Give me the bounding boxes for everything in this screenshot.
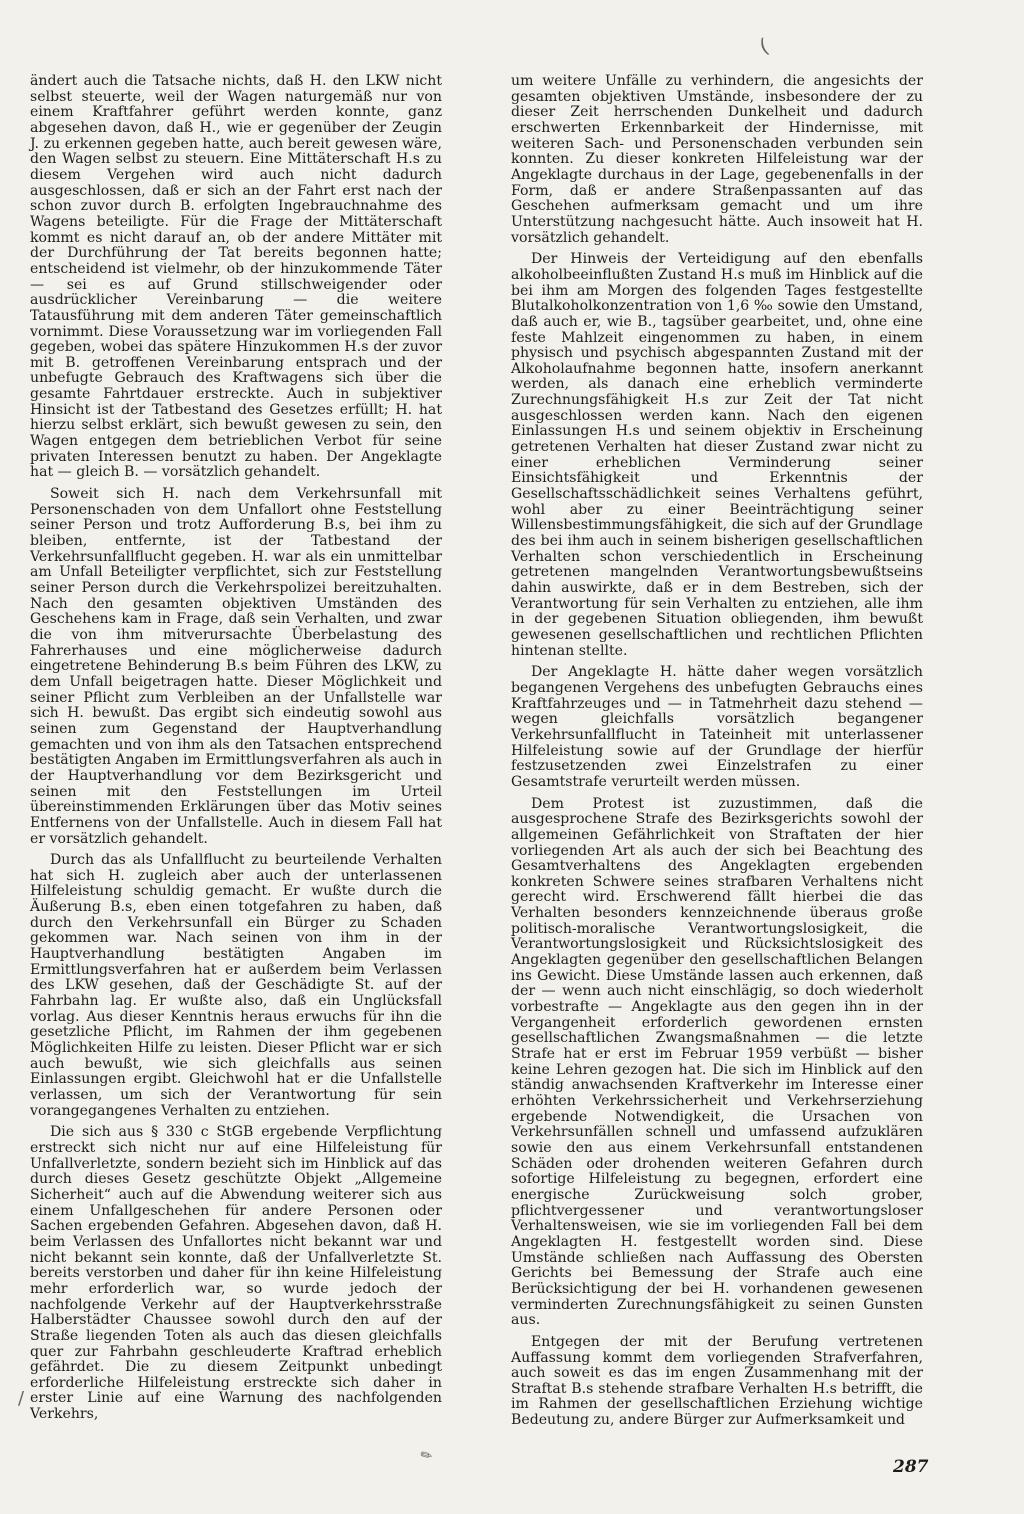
paragraph: ändert auch die Tatsache nichts, daß H. den LKW nicht selbst steuerte, weil der Wagen naturgemäß nur von einem Kraftfahrer geführt werden konnte, ganz abgesehen davon, daß H., wie er gegenüber der Zeugin J. zu erkennen gegeben hatte, auch bereit gewesen wäre, den Wagen selbst zu steuern. Eine Mittäterschaft H.s zu diesem Vergehen wird auch nicht dadurch ausgeschlossen, daß er sich an der Fahrt erst nach der schon zuvor durch B. erfolgten Ingebrauchnahme des Wagens beteiligte. Für die Frage der Mittäterschaft kommt es nicht darauf an, ob der andere Mittäter mit der Durchführung der Tat bereits begonnen hatte; entscheidend ist vielmehr, ob der hinzukommende Täter — sei es auf Grund stillschweigender oder ausdrücklicher Vereinbarung — die weitere Tatausführung mit dem anderen Täter gemeinschaftlich vornimmt. Diese Voraussetzung war im vorliegenden Fall gegeben, wobei das spätere Hinzukommen H.s der zuvor mit B. getroffenen Vereinbarung entsprach und der unbefugte Gebrauch des Kraftwagens sich über die gesamte Fahrtdauer erstreckte. Auch in subjektiver Hinsicht ist der Tatbestand des Gesetzes erfüllt; H. hat hierzu selbst erklärt, sich bewußt gewesen zu sein, den Wagen entgegen dem betrieblichen Verbot für seine privaten Interessen benutzt zu haben. Der Angeklagte hat — gleich B. — vorsätzlich gehandelt.: [30, 73, 442, 481]
right-column: [511, 74, 923, 1429]
paragraph: Durch das als Unfallflucht zu beurteilende Verhalten hat sich H. zugleich aber auch der unterlassenen Hilfeleistung schuldig gemacht. Er wußte durch die Äußerung B.s, eben einen totgefahren zu haben, daß durch den Verkehrsunfall ein Bürger zu Schaden gekommen war. Nach seinen von ihm in der Hauptverhandlung bestätigten Angaben im Ermittlungsverfahren hat er außerdem beim Verlassen des LKW gesehen, daß der Geschädigte St. auf der Fahrbahn lag. Er wußte also, daß ein Unglücksfall vorlag. Aus dieser Kenntnis heraus erwuchs für ihn die gesetzliche Pflicht, im Rahmen der ihm gegebenen Möglichkeiten Hilfe zu leisten. Dieser Pflicht war er sich auch bewußt, wie sich gleichfalls aus seinen Einlassungen ergibt. Gleichwohl hat er die Unfallstelle verlassen, um sich der Verantwortung für sein vorangegangenes Verhalten zu entziehen.: [30, 852, 442, 1119]
paragraph: Dem Protest ist zuzustimmen, daß die ausgesprochene Strafe des Bezirksgerichts sowohl der allgemeinen Gefährlichkeit von Straftaten der hier vorliegenden Art als auch der sich bei Beachtung des Gesamtverhaltens des Angeklagten ergebenden konkreten Schwere seines strafbaren Verhaltens nicht gerecht wird. Erschwerend fällt hierbei die das Verhalten besonders kennzeichnende überaus große politisch-moralische Verantwortungslosigkeit, die Verantwortungslosigkeit und Rücksichtslosigkeit des Angeklagten gegenüber den gesellschaftlichen Belangen ins Gewicht. Diese Umstände lassen auch erkennen, daß der — wenn auch nicht einschlägig, so doch wiederholt vorbestrafte — Angeklagte aus den gegen ihn in der Vergangenheit erforderlich gewordenen ernsten gesellschaftlichen Zwangsmaßnahmen — die letzte Strafe hat er erst im Februar 1959 verbüßt — bisher keine Lehren gezogen hat. Die sich im Hinblick auf den ständig anwachsenden Kraftverkehr im Interesse einer erhöhten Verkehrssicherheit und Verkehrserziehung ergebende Notwendigkeit, die Ursachen von Verkehrsunfällen schnell und umfassend aufzuklären sowie den aus einem Verkehrsunfall entstandenen Schäden oder drohenden weiteren Gefahren durch sofortige Hilfeleistung zu begegnen, erfordert eine energische Zurückweisung solch grober, pflichtvergessener und verantwortungsloser Verhaltensweisen, wie sie im vorliegenden Fall bei dem Angeklagten H. festgestellt worden sind. Diese Umstände schließen nach Auffassung des Obersten Gerichts bei Bemessung der Strafe auch eine Berücksichtigung der bei H. vorhandenen gewesenen verminderten Zurechnungsfähigkeit zu seinen Gunsten aus.: [511, 795, 923, 1329]
pencil-mark-top: (: [756, 33, 772, 59]
paragraph: Der Hinweis der Verteidigung auf den ebenfalls alkoholbeeinflußten Zustand H.s muß im Hinblick auf die bei ihm am Morgen des folgenden Tages festgestellte Blutalkoholkonzentration von 1,6 ‰ sowie den Umstand, daß auch er, wie B., tagsüber gearbeitet, und, ohne eine feste Mahlzeit eingenommen zu haben, in einem physisch und psychisch abgespannten Zustand mit der Alkoholaufnahme begonnen hatte, insofern anerkannt werden, als danach eine erheblich verminderte Zurechnungsfähigkeit H.s zur Zeit der Tat nicht ausgeschlossen werden kann. Nach den eigenen Einlassungen H.s und seinem objektiv in Erscheinung getretenen Verhalten hat dieser Zustand zwar nicht zu einer erheblichen Verminderung seiner Einsichtsfähigkeit und Erkenntnis der Gesellschaftsschädlichkeit seines Verhaltens geführt, wohl aber zu einer Beeinträchtigung seiner Willensbestimmungsfähigkeit, die sich auf der Grundlage des bei ihm auch in seinem bisherigen gesellschaftlichen Verhalten schon verschiedentlich in Erscheinung getretenen mangelnden Verantwortungsbewußtseins dahin auswirkte, daß er in dem Bestreben, sich der Verantwortung für sein Verhalten zu entziehen, alle ihm in der gegebenen Situation obliegenden, ihm bewußt gewesenen gesellschaftlichen und rechtlichen Pflichten hintenan stellte.: [511, 251, 923, 659]
paragraph: Der Angeklagte H. hätte daher wegen vorsätzlich begangenen Vergehens des unbefugten Gebrauchs eines Kraftfahrzeuges und — in Tatmehrheit dazu stehend — wegen gleichfalls vorsätzlich begangener Verkehrsunfallflucht in Tateinheit mit unterlassener Hilfeleistung sowie auf der Grundlage der hierfür festzusetzenden zwei Einzelstrafen zu einer Gesamtstrafe verurteilt werden müssen.: [511, 664, 923, 790]
paragraph: Soweit sich H. nach dem Verkehrsunfall mit Personenschaden von dem Unfallort ohne Feststellung seiner Person und trotz Aufforderung B.s, bei ihm zu bleiben, entfernte, ist der Tatbestand der Verkehrsunfallflucht gegeben. H. war als ein unmittelbar am Unfall Beteiligter verpflichtet, sich zur Feststellung seiner Person durch die Verkehrspolizei bereitzuhalten. Nach den gesamten objektiven Umständen des Geschehens kam in Frage, daß sein Verhalten, und zwar die von ihm mitverursachte Überbelastung des Fahrerhauses und eine möglicherweise dadurch eingetretene Behinderung B.s beim Führen des LKW, zu dem Unfall beigetragen hatte. Dieser Möglichkeit und seiner Pflicht zum Verbleiben an der Unfallstelle war sich H. bewußt. Das ergibt sich eindeutig sowohl aus seinen zum Gegenstand der Hauptverhandlung gemachten und von ihm als den Tatsachen entsprechend bestätigten Angaben im Ermittlungsverfahren als auch in der Hauptverhandlung vor dem Bezirksgericht und seinen mit den Feststellungen im Urteil übereinstimmenden Erklärungen über das Motiv seines Entfernens von der Unfallstelle. Auch in diesem Fall hat er vorsätzlich gehandelt.: [30, 486, 443, 847]
left-column: [30, 74, 442, 1423]
paragraph: Die sich aus § 330 c StGB ergebende Verpflichtung erstreckt sich nicht nur auf eine Hilfeleistung für Unfallverletzte, sondern bezieht sich im Hinblick auf das durch dieses Gesetz geschützte Objekt „Allgemeine Sicherheit“ auch auf die Abwendung weiterer sich aus einem Unfallgeschehen für andere Personen oder Sachen ergebenden Gefahren. Abgesehen davon, daß H. beim Verlassen des Unfallortes nicht bekannt war und nicht bekannt sein konnte, daß der Unfallverletzte St. bereits verstorben und daher für ihn keine Hilfeleistung mehr erforderlich war, so wurde jedoch der nachfolgende Verkehr auf der Hauptverkehrsstraße Halberstädter Chaussee sowohl durch den auf der Straße liegenden Toten als auch das diesen gleichfalls quer zur Fahrbahn geschleuderte Kraftrad erheblich gefährdet. Die zu diesem Zeitpunkt unbedingt erforderliche Hilfeleistung erstreckte sich daher in erster Linie auf eine Warnung des nachfolgenden Verkehrs,: [30, 1124, 442, 1423]
pencil-mark-left: /: [18, 1388, 25, 1409]
paragraph: um weitere Unfälle zu verhindern, die angesichts der gesamten objektiven Umstände, insbesondere der zu dieser Zeit herrschenden Dunkelheit und dadurch erschwerten Erkennbarkeit der Hindernisse, mit weiteren Sach- und Personenschaden verbunden sein konnten. Zu dieser konkreten Hilfeleistung war der Angeklagte durchaus in der Lage, gegebenenfalls in der Form, daß er andere Straßenpassanten auf das Geschehen aufmerksam gemacht und um ihre Unterstützung nachgesucht hätte. Auch insoweit hat H. vorsätzlich gehandelt.: [511, 73, 923, 246]
pencil-mark-bottom: ✎: [417, 1446, 436, 1466]
page-number: 287: [893, 1457, 929, 1477]
paragraph: Entgegen der mit der Berufung vertretenen Auffassung kommt dem vorliegenden Strafverfahren, auch soweit es das im engen Zusammenhang mit der Straftat B.s stehende strafbare Verhalten H.s betrifft, die im Rahmen der gesellschaftlichen Erziehung wichtige Bedeutung zu, andere Bürger zur Aufmerksamkeit und: [511, 1333, 923, 1429]
